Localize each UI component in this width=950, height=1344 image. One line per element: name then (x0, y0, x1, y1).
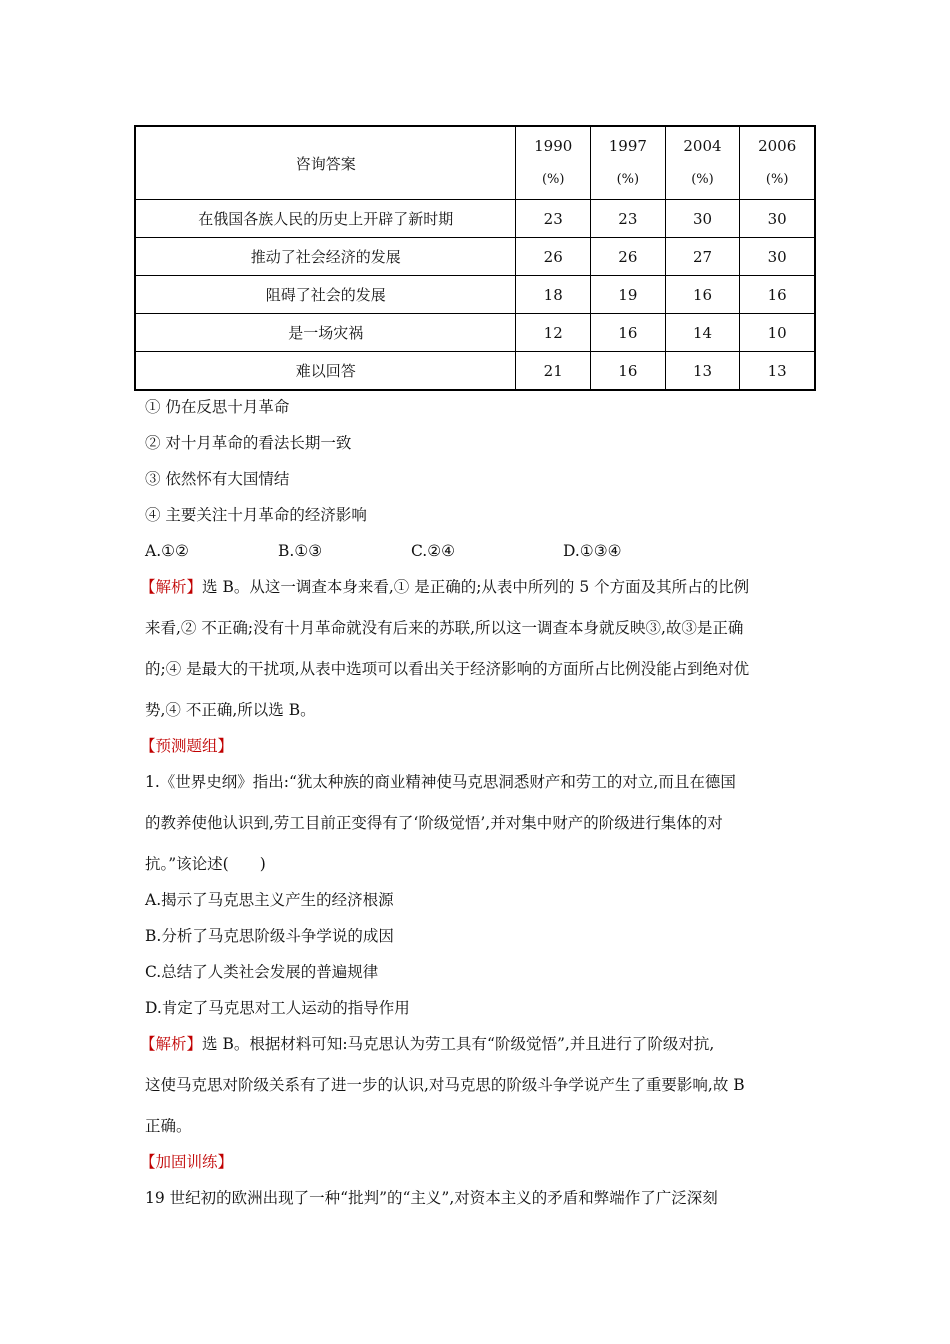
section-predict-heading: 【预测题组】 (140, 737, 234, 755)
analysis-tag: 【解析】 (140, 1035, 203, 1053)
statement-3: ③ 依然怀有大国情结 (145, 470, 290, 488)
statement-1: ① 仍在反思十月革命 (145, 398, 290, 416)
analysis-2-line-1 (140, 1034, 714, 1054)
question-2-line-1: 19 世纪初的欧洲出现了一种“批判”的“主义”,对资本主义的矛盾和弊端作了广泛深刻 (145, 1189, 718, 1207)
row-value: 16 (665, 276, 740, 314)
analysis-text: 选 B。从这一调查本身来看,① 是正确的;从表中所列的 5 个方面及其所占的比例 (202, 578, 750, 596)
statement-2: ② 对十月革命的看法长期一致 (145, 434, 352, 452)
row-value: 23 (591, 200, 666, 238)
table-header-row (135, 126, 815, 200)
table-row (135, 276, 815, 314)
unit-label: (%) (541, 172, 565, 187)
row-label: 在俄国各族人民的历史上开辟了新时期 (135, 200, 516, 238)
analysis-1-line-4: 势,④ 不正确,所以选 B。 (145, 701, 316, 719)
row-label: 难以回答 (135, 352, 516, 391)
unit-label: (%) (616, 172, 640, 187)
row-value: 30 (740, 238, 815, 276)
row-value: 13 (740, 352, 815, 391)
table-row (135, 200, 815, 238)
row-value: 14 (665, 314, 740, 352)
table-row (135, 352, 815, 391)
statement-4: ④ 主要关注十月革命的经济影响 (145, 506, 367, 524)
year-label: 2006 (758, 137, 797, 155)
table-row (135, 314, 815, 352)
row-value: 21 (516, 352, 591, 391)
question-1-option-d: D.肯定了马克思对工人运动的指导作用 (145, 999, 410, 1017)
analysis-1-line-2: 来看,② 不正确;没有十月革命就没有后来的苏联,所以这一调查本身就反映③,故③是正确 (145, 619, 744, 637)
question-1-line-2: 的教养使他认识到,劳工目前正变得有了‘阶级觉悟’,并对集中财产的阶级进行集体的对 (145, 814, 723, 832)
row-value: 23 (516, 200, 591, 238)
row-value: 27 (665, 238, 740, 276)
section-reinforce-heading: 【加固训练】 (140, 1153, 234, 1171)
year-label: 2004 (683, 137, 722, 155)
question-1-line-3: 抗。”该论述( ) (145, 855, 266, 873)
row-value: 10 (740, 314, 815, 352)
analysis-1-line-1 (140, 577, 749, 597)
answer-options-row (145, 541, 622, 561)
header-year-3 (665, 126, 740, 200)
row-value: 16 (591, 314, 666, 352)
row-label: 是一场灾祸 (135, 314, 516, 352)
row-value: 18 (516, 276, 591, 314)
analysis-2-line-3: 正确。 (145, 1117, 192, 1135)
row-label: 推动了社会经济的发展 (135, 238, 516, 276)
row-value: 19 (591, 276, 666, 314)
analysis-text: 选 B。根据材料可知:马克思认为劳工具有“阶级觉悟”,并且进行了阶级对抗, (202, 1035, 715, 1053)
row-value: 16 (740, 276, 815, 314)
table-row (135, 238, 815, 276)
year-label: 1990 (534, 137, 573, 155)
header-year-2 (591, 126, 666, 200)
option-c: C.②④ (411, 542, 456, 560)
year-label: 1997 (608, 137, 647, 155)
header-year-4 (740, 126, 815, 200)
row-value: 26 (591, 238, 666, 276)
question-1-option-a: A.揭示了马克思主义产生的经济根源 (145, 891, 394, 909)
analysis-2-line-2: 这使马克思对阶级关系有了进一步的认识,对马克思的阶级斗争学说产生了重要影响,故 B (145, 1076, 745, 1094)
question-1-option-b: B.分析了马克思阶级斗争学说的成因 (145, 927, 394, 945)
header-year-1 (516, 126, 591, 200)
unit-label: (%) (691, 172, 714, 187)
question-1-line-1: 1.《世界史纲》指出:“犹太种族的商业精神使马克思洞悉财产和劳工的对立,而且在德国 (145, 773, 736, 791)
row-value: 16 (591, 352, 666, 391)
question-1-option-c: C.总结了人类社会发展的普遍规律 (145, 963, 379, 981)
row-value: 30 (740, 200, 815, 238)
row-label: 阻碍了社会的发展 (135, 276, 516, 314)
header-question: 咨询答案 (135, 126, 516, 200)
analysis-1-line-3: 的;④ 是最大的干扰项,从表中选项可以看出关于经济影响的方面所占比例没能占到绝对优 (145, 660, 750, 678)
row-value: 26 (516, 238, 591, 276)
analysis-tag: 【解析】 (140, 578, 203, 596)
option-a: A.①② (145, 542, 189, 560)
survey-table (134, 125, 816, 391)
row-value: 13 (665, 352, 740, 391)
option-d: D.①③④ (563, 542, 622, 560)
option-b: B.①③ (278, 542, 323, 560)
row-value: 12 (516, 314, 591, 352)
unit-label: (%) (765, 172, 789, 187)
row-value: 30 (665, 200, 740, 238)
